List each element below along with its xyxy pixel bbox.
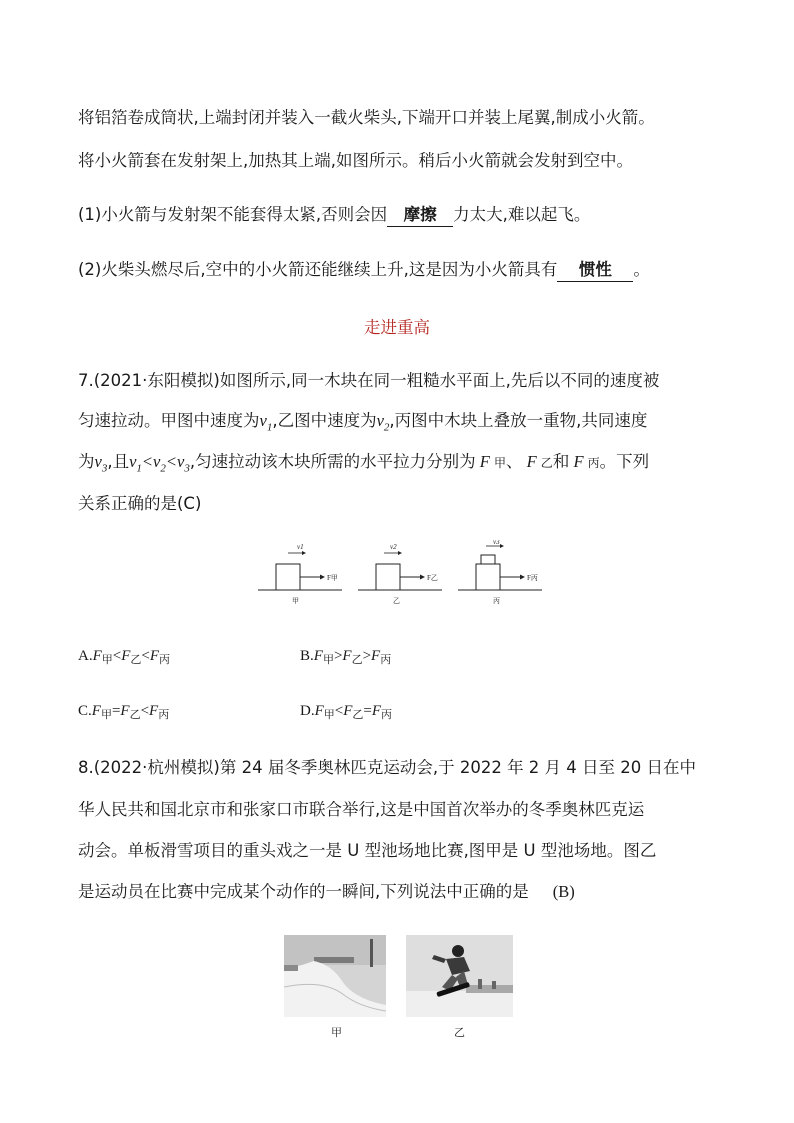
force-label-yi: F乙 [427, 574, 438, 582]
q7-text-f: ,匀速拉动该木块所需的水平拉力分别为 [189, 452, 476, 471]
force-arrowhead-jia [320, 575, 325, 580]
velocity-arrowhead-yi [398, 551, 402, 555]
q7-text-a: 匀速拉动。甲图中速度为 [78, 411, 260, 430]
section-heading: 走进重高 [364, 318, 430, 337]
q8-line-3: 动会。单板滑雪项目的重头戏之一是 U 型池场地比赛,图甲是 U 型池场地。图乙 [78, 841, 657, 860]
q7-text-b: ,乙图中速度为 [272, 411, 377, 430]
q6-part-1-tail: 力太大,难以起飞。 [453, 205, 591, 224]
option-c[interactable]: $C.F_甲=F_乙<F_丙$ [78, 703, 170, 721]
block-jia [276, 564, 300, 590]
velocity-label-yi: v2 [390, 543, 397, 551]
q6-part-2-answer: 惯性 [557, 259, 633, 282]
photo-snowboarder [406, 935, 513, 1017]
block-yi [376, 564, 400, 590]
q6-part-1-answer: 摩擦 [387, 204, 453, 227]
q8-line-4 [78, 881, 575, 903]
q7-text-c: ,丙图中木块上叠放一重物,共同速度 [389, 411, 648, 430]
velocity-arrowhead-bing [500, 544, 504, 548]
q7-line-4: 关系正确的是(C) [78, 494, 202, 513]
q7-text-g: 和 [552, 452, 570, 471]
q6-part-2-text: (2)火柴头燃尽后,空中的小火箭还能继续上升,这是因为小火箭具有 [78, 260, 558, 279]
option-a[interactable]: $A.F_甲<F_乙<F_丙$ [78, 648, 171, 666]
figure-label-yi: 乙 [393, 597, 400, 605]
q6-part-1-text: (1)小火箭与发射架不能套得太紧,否则会因 [78, 205, 388, 224]
q8-answer: (B) [552, 882, 575, 901]
figure-label-jia: 甲 [292, 597, 299, 605]
snowboarder-image [406, 935, 513, 1017]
option-d[interactable]: $D.F_甲<F_乙=F_丙$ [300, 703, 393, 721]
halfpipe-image [284, 935, 386, 1017]
velocity-label-bing: v3 [493, 540, 500, 546]
figure-label-bing: 丙 [493, 597, 500, 605]
q7-text-d: 为 [78, 452, 95, 471]
q7-figure [250, 540, 550, 612]
photo-label-yi: 乙 [454, 1026, 465, 1039]
option-b[interactable]: $B.F_甲>F_乙>F_丙$ [300, 648, 392, 666]
intro-line-1: 将铝箔卷成筒状,上端封闭并装入一截火柴头,下端开口并装上尾翼,制成小火箭。 [78, 108, 655, 127]
intro-line-2: 将小火箭套在发射架上,加热其上端,如图所示。稍后小火箭就会发射到空中。 [78, 151, 633, 170]
q6-part-1 [78, 204, 590, 227]
photo-halfpipe [284, 935, 386, 1017]
photo-label-jia: 甲 [331, 1026, 342, 1039]
var-F-yi: F 乙 [526, 452, 553, 471]
q6-part-2 [78, 259, 650, 282]
q8-line-4-text: 是运动员在比赛中完成某个动作的一瞬间,下列说法中正确的是 [78, 882, 529, 901]
velocity-arrowhead-jia [302, 551, 306, 555]
q7-text-h: 。下列 [599, 452, 650, 471]
stacked-weight-bing [481, 555, 495, 564]
var-F-jia: F 甲 [479, 452, 506, 471]
q8-line-1: 8.(2022·杭州模拟)第 24 届冬季奥林匹克运动会,于 2022 年 2 月 4 日至 20 日在中 [78, 758, 697, 777]
force-arrowhead-bing [520, 575, 525, 580]
q6-part-2-tail: 。 [633, 260, 650, 279]
force-label-bing: F丙 [527, 574, 538, 582]
q8-line-2: 华人民共和国北京市和张家口市联合举行,这是中国首次举办的冬季奥林匹克运 [78, 800, 645, 819]
velocity-inequality: $v_1<v_2<v_3$ [129, 452, 190, 475]
force-arrowhead-yi [420, 575, 425, 580]
force-label-jia: F甲 [327, 574, 338, 582]
var-F-bing: F 丙 [573, 452, 600, 471]
var-v3: $v_3$ [94, 452, 108, 475]
q7-line-2 [78, 410, 647, 438]
q7-line-3: 为$v_3$,且$v_1<v_2<v_3$,匀速拉动该木块所需的水平拉力分别为 F 甲、 F 乙和 F 丙。下列 [78, 452, 650, 475]
block-bing [476, 564, 500, 590]
var-v2: $v_2$ [376, 411, 390, 434]
velocity-label-jia: v1 [297, 543, 304, 551]
var-v1: $v_1$ [259, 411, 273, 434]
q7-line-1: 7.(2021·东阳模拟)如图所示,同一木块在同一粗糙水平面上,先后以不同的速度被 [78, 371, 660, 390]
q7-text-e: ,且 [107, 452, 130, 471]
